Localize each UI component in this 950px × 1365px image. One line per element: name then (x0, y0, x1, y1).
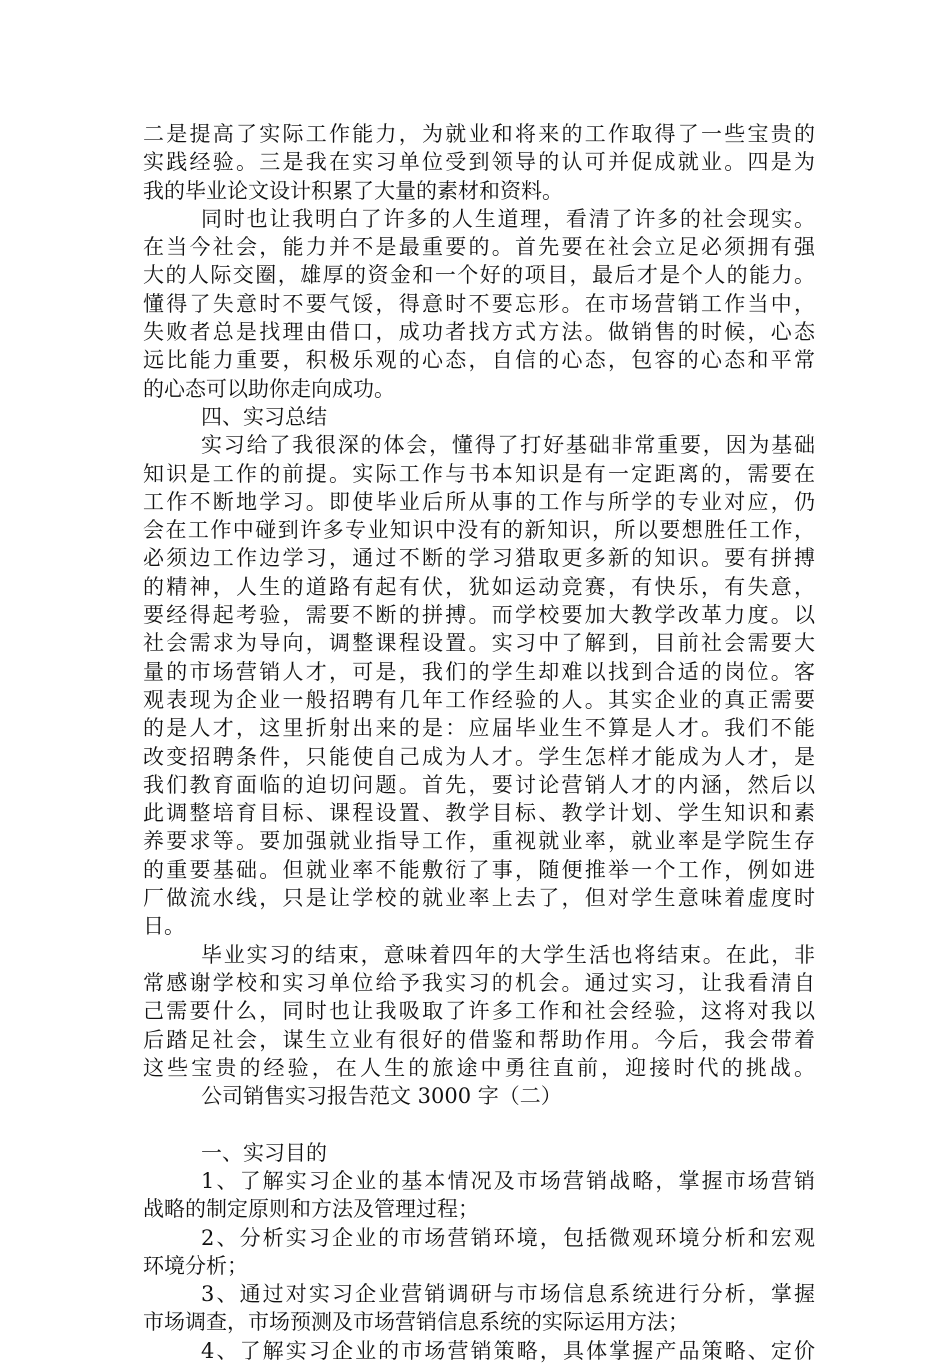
text-line: 战略的制定原则和方法及管理过程； (143, 1197, 479, 1222)
text-line: 同时也让我明白了许多的人生道理，看清了许多的社会现实。 (201, 206, 815, 231)
text-line: 一、实习目的 (201, 1140, 327, 1165)
text-line: 环境分析； (143, 1253, 248, 1278)
text-line: 的是人才，这里折射出来的是：应届毕业生不算是人才。我们不能 (143, 716, 815, 741)
text-line: 己需要什么，同时也让我吸取了许多工作和社会经验，这将对我以 (143, 999, 815, 1024)
document-body (143, 120, 815, 1365)
text-line: 我们教育面临的迫切问题。首先，要讨论营销人才的内涵，然后以 (143, 772, 815, 797)
text-line: 社会需求为导向，调整课程设置。实习中了解到，目前社会需要大 (143, 631, 815, 656)
text-line: 知识是工作的前提。实际工作与书本知识是有一定距离的，需要在 (143, 461, 815, 486)
text-line: 1、了解实习企业的基本情况及市场营销战略，掌握市场营销 (201, 1168, 815, 1193)
text-line: 工作不断地学习。即使毕业后所从事的工作与所学的专业对应，仍 (143, 489, 815, 514)
text-line: 此调整培育目标、课程设置、教学目标、教学计划、学生知识和素 (143, 801, 815, 826)
text-line: 必须边工作边学习，通过不断的学习猎取更多新的知识。要有拼搏 (143, 546, 815, 571)
text-line: 养要求等。要加强就业指导工作，重视就业率，就业率是学院生存 (143, 829, 815, 854)
text-line: 毕业实习的结束，意味着四年的大学生活也将结束。在此，非 (201, 942, 815, 967)
blank-line (143, 1110, 815, 1138)
text-line: 市场调查，市场预测及市场营销信息系统的实际运用方法； (143, 1310, 689, 1335)
text-line: 远比能力重要，积极乐观的心态，自信的心态，包容的心态和平常 (143, 348, 815, 373)
text-line: 日。 (143, 914, 185, 939)
text-line: 4、了解实习企业的市场营销策略，具体掌握产品策略、定价 (201, 1338, 815, 1363)
text-line: 量的市场营销人才，可是，我们的学生却难以找到合适的岗位。客 (143, 659, 815, 684)
text-line: 2、分析实习企业的市场营销环境，包括微观环境分析和宏观 (201, 1225, 815, 1250)
text-line: 常感谢学校和实习单位给予我实习的机会。通过实习，让我看清自 (143, 970, 815, 995)
text-line: 二是提高了实际工作能力，为就业和将来的工作取得了一些宝贵的 (143, 122, 815, 146)
text-line: 大的人际交圈，雄厚的资金和一个好的项目，最后才是个人的能力。 (143, 263, 815, 288)
text-line: 会在工作中碰到许多专业知识中没有的新知识，所以要想胜任工作， (143, 518, 815, 543)
text-line: 实习给了我很深的体会，懂得了打好基础非常重要，因为基础 (201, 433, 815, 458)
text-line: 改变招聘条件，只能使自己成为人才。学生怎样才能成为人才，是 (143, 744, 815, 769)
text-line: 3、通过对实习企业营销调研与市场信息系统进行分析，掌握 (201, 1282, 815, 1307)
text-line: 四、实习总结 (201, 404, 327, 429)
text-line: 这些宝贵的经验，在人生的旅途中勇往直前，迎接时代的挑战。 (143, 1055, 815, 1080)
text-line: 厂做流水线，只是让学校的就业率上去了，但对学生意味着虚度时 (143, 886, 815, 911)
text-line: 懂得了失意时不要气馁，得意时不要忘形。在市场营销工作当中， (143, 291, 815, 316)
text-line: 观表现为企业一般招聘有几年工作经验的人。其实企业的真正需要 (143, 687, 815, 712)
text-line: 的重要基础。但就业率不能敷衍了事，随便推举一个工作，例如进 (143, 857, 815, 882)
text-line: 实践经验。三是我在实习单位受到领导的认可并促成就业。四是为 (143, 150, 815, 175)
text-line: 的精神，人生的道路有起有伏，犹如运动竞赛，有快乐，有失意， (143, 574, 815, 599)
text-line: 公司销售实习报告范文 3000 字（二） (201, 1084, 562, 1109)
text-line: 失败者总是找理由借口，成功者找方式方法。做销售的时候，心态 (143, 320, 815, 345)
text-line: 要经得起考验，需要不断的拼搏。而学校要加大教学改革力度。以 (143, 603, 815, 628)
text-line: 在当今社会，能力并不是最重要的。首先要在社会立足必须拥有强 (143, 235, 815, 260)
text-line: 的心态可以助你走向成功。 (143, 376, 395, 401)
text-line: 我的毕业论文设计积累了大量的素材和资料。 (143, 178, 563, 203)
text-line: 后踏足社会，谋生立业有很好的借鉴和帮助作用。今后，我会带着 (143, 1027, 815, 1052)
